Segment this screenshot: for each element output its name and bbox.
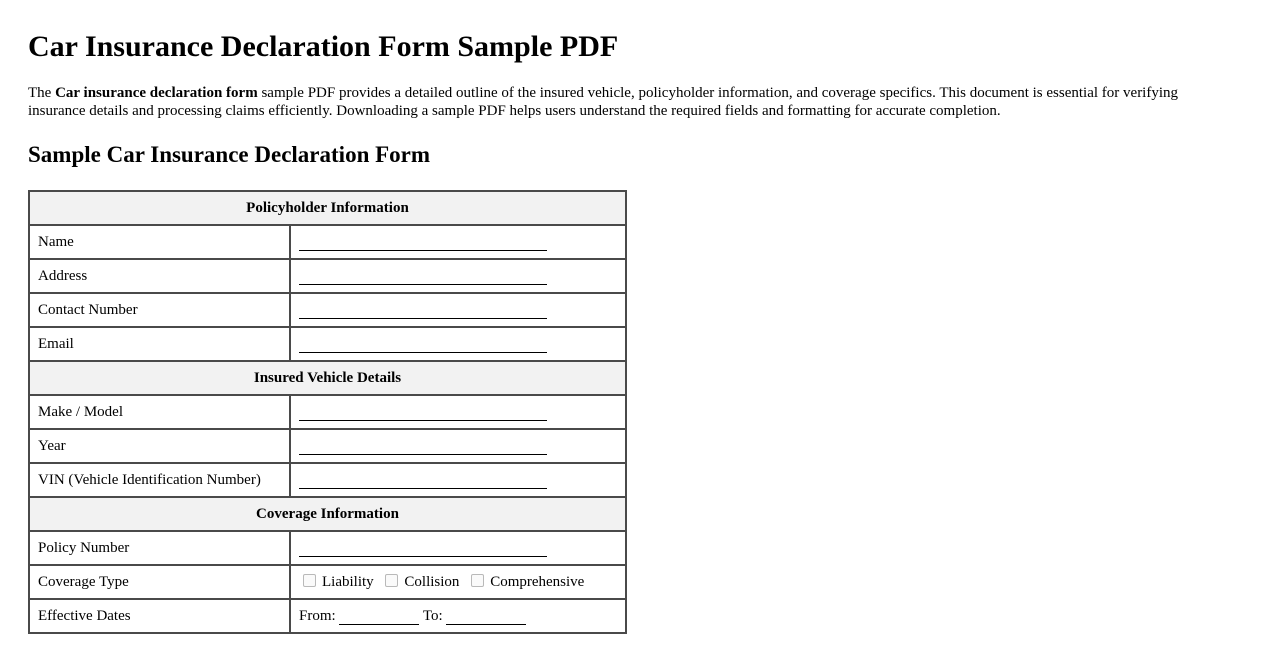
to-label: To: bbox=[422, 608, 443, 624]
section-header-policyholder: Policyholder Information bbox=[29, 191, 626, 225]
table-row bbox=[29, 429, 626, 463]
section-subtitle: Sample Car Insurance Declaration Form bbox=[28, 142, 431, 167]
field-label-contact-number: Contact Number bbox=[29, 293, 290, 327]
field-label-name: Name bbox=[29, 225, 290, 259]
field-value-cell bbox=[290, 327, 626, 361]
from-label: From: bbox=[299, 608, 336, 624]
field-label-effective-dates: Effective Dates bbox=[29, 599, 290, 633]
field-value-cell bbox=[290, 531, 626, 565]
email-blank-field[interactable] bbox=[299, 335, 547, 353]
field-value-cell bbox=[290, 259, 626, 293]
table-row bbox=[29, 293, 626, 327]
table-row bbox=[29, 599, 626, 633]
liability-checkbox[interactable] bbox=[303, 574, 316, 587]
section-header-row bbox=[29, 191, 626, 225]
make-model-blank-field[interactable] bbox=[299, 403, 547, 421]
field-label-address: Address bbox=[29, 259, 290, 293]
coverage-options-cell bbox=[290, 565, 626, 599]
table-row bbox=[29, 225, 626, 259]
field-label-email: Email bbox=[29, 327, 290, 361]
table-row bbox=[29, 531, 626, 565]
liability-option-label: Liability bbox=[322, 573, 374, 590]
table-row bbox=[29, 463, 626, 497]
to-date-blank-field[interactable] bbox=[446, 607, 526, 625]
collision-option-label: Collision bbox=[404, 573, 460, 590]
vin-blank-field[interactable] bbox=[299, 471, 547, 489]
table-row bbox=[29, 259, 626, 293]
intro-paragraph bbox=[28, 84, 1218, 120]
field-value-cell bbox=[290, 429, 626, 463]
page-title: Car Insurance Declaration Form Sample PDF bbox=[28, 30, 619, 63]
comprehensive-checkbox[interactable] bbox=[471, 574, 484, 587]
address-blank-field[interactable] bbox=[299, 267, 547, 285]
table-row bbox=[29, 395, 626, 429]
section-header-vehicle: Insured Vehicle Details bbox=[29, 361, 626, 395]
field-label-make-model: Make / Model bbox=[29, 395, 290, 429]
policy-number-blank-field[interactable] bbox=[299, 539, 547, 557]
field-value-cell bbox=[290, 293, 626, 327]
field-label-policy-number: Policy Number bbox=[29, 531, 290, 565]
collision-checkbox[interactable] bbox=[385, 574, 398, 587]
field-label-year: Year bbox=[29, 429, 290, 463]
intro-prefix: The bbox=[28, 85, 56, 101]
section-header-row bbox=[29, 497, 626, 531]
table-row bbox=[29, 327, 626, 361]
contact-number-blank-field[interactable] bbox=[299, 301, 547, 319]
from-date-blank-field[interactable] bbox=[339, 607, 419, 625]
field-label-vin: VIN (Vehicle Identification Number) bbox=[29, 463, 290, 497]
section-header-coverage: Coverage Information bbox=[29, 497, 626, 531]
comprehensive-option-label: Comprehensive bbox=[490, 573, 585, 590]
intro-text: sample PDF provides a detailed outline of the insured vehicle, policyholder information, and coverage specifics. This document is essential for verifying insurance details and processing claims efficiently. Downloading a sample PDF helps users understand the required fields and formatting for accurate completion. bbox=[28, 85, 1179, 119]
name-blank-field[interactable] bbox=[299, 233, 547, 251]
section-header-row bbox=[29, 361, 626, 395]
field-value-cell bbox=[290, 599, 626, 633]
declaration-form-table bbox=[28, 190, 627, 634]
field-value-cell bbox=[290, 463, 626, 497]
field-value-cell bbox=[290, 225, 626, 259]
intro-bold-term: Car insurance declaration form bbox=[55, 85, 258, 101]
table-row bbox=[29, 565, 626, 599]
field-label-coverage-type: Coverage Type bbox=[29, 565, 290, 599]
field-value-cell bbox=[290, 395, 626, 429]
year-blank-field[interactable] bbox=[299, 437, 547, 455]
